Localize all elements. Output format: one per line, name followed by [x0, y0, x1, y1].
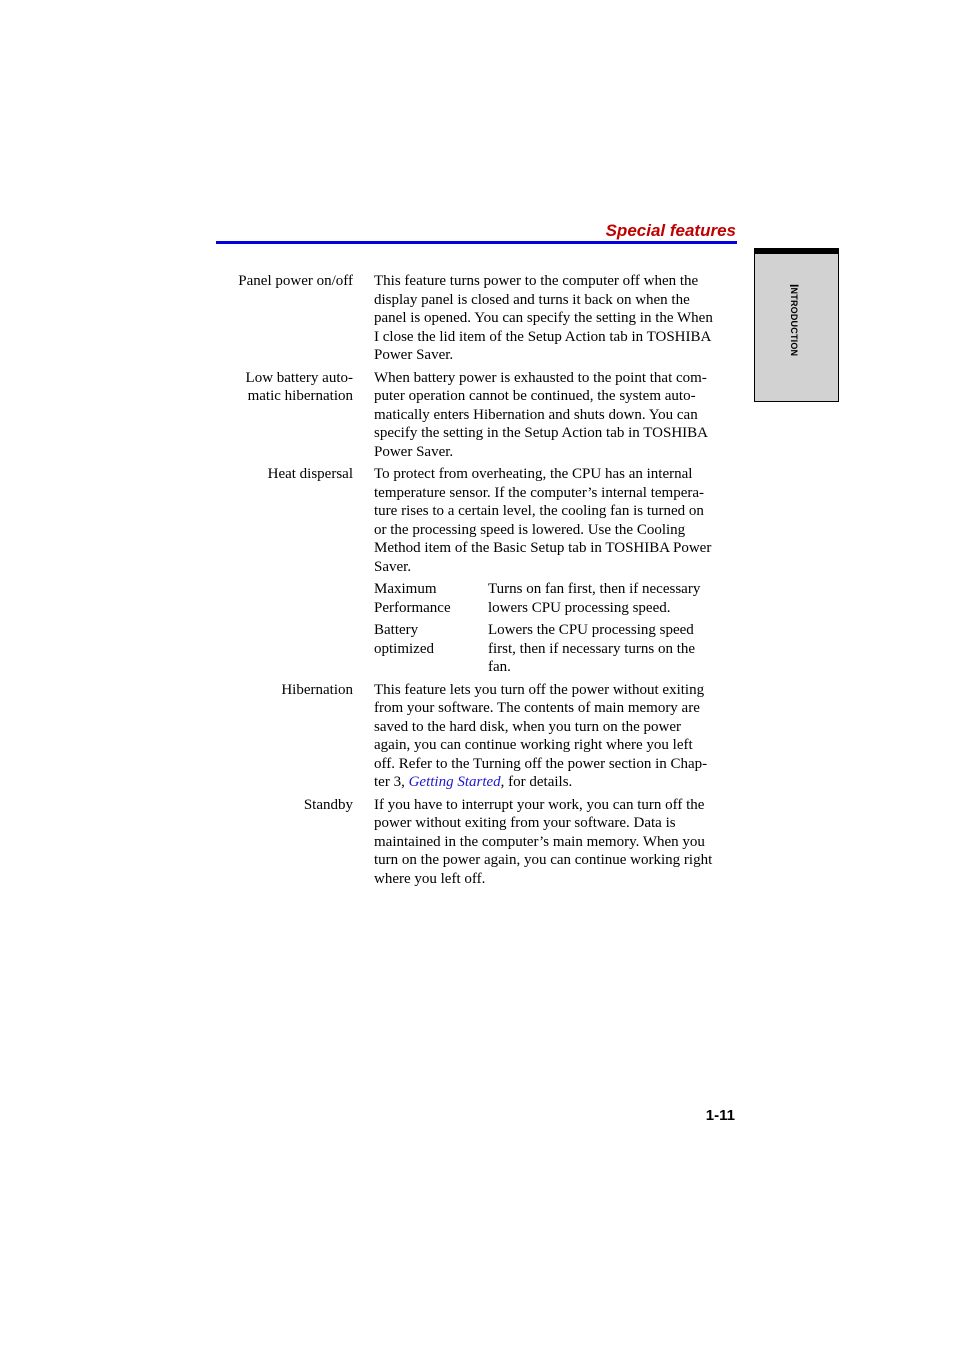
option-text-line: first, then if necessary turns on the — [488, 640, 696, 657]
text-before-link: ter 3, — [374, 774, 409, 790]
description-line: Method item of the Basic Setup tab in TOSHIBA Power — [374, 540, 712, 556]
chapter-tab-label-initial: I — [787, 284, 801, 288]
description-line: power without exiting from your software. Data is — [374, 815, 676, 831]
feature-description — [374, 272, 736, 365]
description-line: or the processing speed is lowered. Use the Cooling — [374, 521, 686, 538]
cooling-method-table — [374, 580, 736, 677]
feature-entry-heat-dispersal — [216, 465, 736, 677]
page-number: 1-11 — [705, 1107, 735, 1124]
description-line: from your software. The contents of main memory are — [374, 700, 700, 716]
description-line: where you left off. — [374, 870, 486, 887]
description-line: specify the setting in the Setup Action tab in TOSHIBA — [374, 425, 708, 441]
description-line: turn on the power again, you can continue working right — [374, 852, 713, 868]
feature-term — [216, 465, 353, 484]
text-after-link: , for details. — [500, 774, 573, 790]
section-title: Special features — [605, 221, 736, 240]
cooling-option-maximum-performance — [374, 580, 736, 617]
feature-term-line: Heat dispersal — [267, 466, 353, 482]
feature-term-line: Low battery auto- — [245, 369, 353, 386]
feature-entry-standby — [216, 796, 736, 889]
description-line: maintained in the computer’s main memory. When you — [374, 833, 705, 850]
option-name-line: Performance — [374, 599, 451, 616]
feature-description — [374, 369, 736, 462]
feature-entry-low-battery-hibernation — [216, 369, 736, 462]
description-line: matically enters Hibernation and shuts down. You can — [374, 406, 698, 423]
chapter-side-tab — [754, 248, 839, 402]
option-text-line: fan. — [488, 659, 511, 675]
description-line: temperature sensor. If the computer’s internal tempera- — [374, 484, 705, 501]
feature-description — [374, 465, 736, 677]
feature-term-line: Standby — [303, 796, 353, 813]
option-name-line: optimized — [374, 640, 434, 657]
getting-started-link[interactable]: Getting Started — [408, 774, 501, 790]
description-line — [374, 773, 736, 792]
option-text-line: Turns on fan first, then if necessary — [488, 581, 701, 597]
cooling-option-description — [488, 621, 736, 677]
description-line: To protect from overheating, the CPU has an internal — [374, 466, 693, 482]
description-line: off. Refer to the Turning off the power section in Chap- — [374, 755, 708, 772]
feature-term — [216, 681, 353, 700]
cooling-option-name — [374, 580, 488, 617]
description-line: puter operation cannot be continued, the system auto- — [374, 388, 696, 404]
option-name-line: Maximum — [374, 581, 437, 597]
feature-term-line: Hibernation — [281, 681, 353, 698]
chapter-tab-label-rest: NTRODUCTION — [789, 287, 799, 357]
description-line: This feature turns power to the computer off when the — [374, 273, 699, 289]
description-line: When battery power is exhausted to the point that com- — [374, 369, 707, 386]
feature-term — [216, 796, 353, 815]
feature-term — [216, 369, 353, 406]
feature-term — [216, 272, 353, 291]
option-text-line: lowers CPU processing speed. — [488, 599, 671, 616]
description-line: ture rises to a certain level, the cooling fan is turned on — [374, 503, 704, 519]
feature-term-line: Panel power on/off — [238, 273, 353, 289]
feature-description — [374, 681, 736, 792]
option-text-line: Lowers the CPU processing speed — [488, 622, 694, 638]
description-line: Power Saver. — [374, 443, 454, 460]
option-name-line: Battery — [374, 622, 419, 638]
cooling-option-description — [488, 580, 736, 617]
feature-term-line: matic hibernation — [247, 388, 353, 404]
description-line: Power Saver. — [374, 347, 454, 363]
feature-entry-hibernation — [216, 681, 736, 792]
description-line: saved to the hard disk, when you turn on the power — [374, 718, 682, 735]
description-line: If you have to interrupt your work, you can turn off the — [374, 796, 705, 813]
description-line: again, you can continue working right where you left — [374, 737, 693, 753]
feature-description — [374, 796, 736, 889]
feature-entry-panel-power — [216, 272, 736, 365]
cooling-option-name — [374, 621, 488, 677]
cooling-option-battery-optimized — [374, 621, 736, 677]
description-line: I close the lid item of the Setup Action tab in TOSHIBA — [374, 328, 712, 345]
description-line: panel is opened. You can specify the setting in the When — [374, 310, 713, 326]
description-line: This feature lets you turn off the power without exiting — [374, 681, 705, 698]
chapter-tab-label — [787, 284, 801, 356]
description-line: Saver. — [374, 558, 412, 575]
header-divider — [216, 241, 737, 244]
feature-list — [216, 272, 736, 892]
description-line: display panel is closed and turns it back on when the — [374, 291, 690, 308]
